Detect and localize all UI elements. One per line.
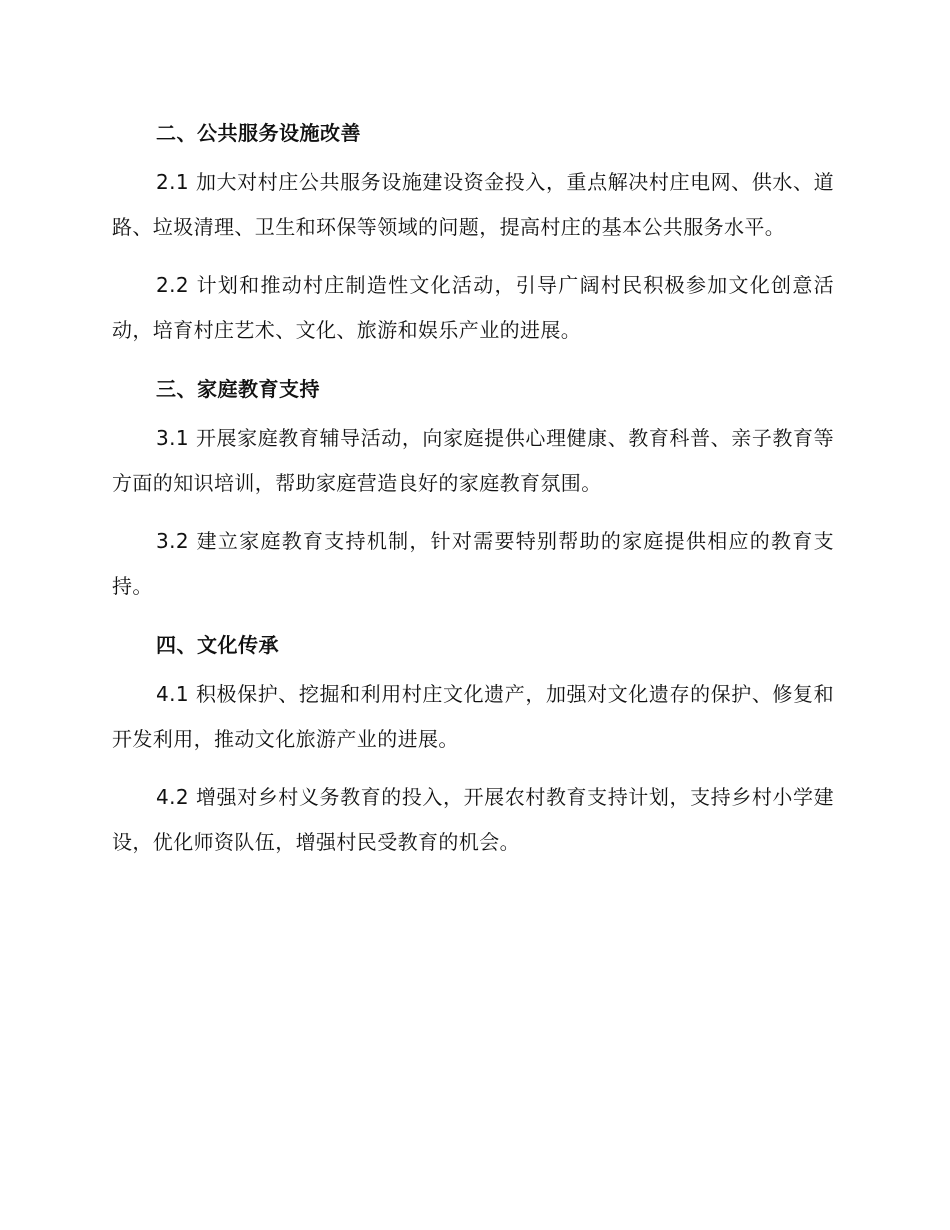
paragraph-3-2: 3.2 建立家庭教育支持机制，针对需要特别帮助的家庭提供相应的教育支持。	[112, 529, 834, 598]
section-public-services	[112, 110, 834, 353]
paragraph-3-1: 3.1 开展家庭教育辅导活动，向家庭提供心理健康、教育科普、亲子教育等方面的知识培训，帮助家庭营造良好的家庭教育氛围。	[112, 426, 834, 495]
paragraph-2-1: 2.1 加大对村庄公共服务设施建设资金投入，重点解决村庄电网、供水、道路、垃圾清理、卫生和环保等领域的问题，提高村庄的基本公共服务水平。	[112, 170, 834, 239]
section-cultural-heritage	[112, 622, 834, 865]
document-body	[112, 110, 834, 878]
paragraph-2-2: 2.2 计划和推动村庄制造性文化活动，引导广阔村民积极参加文化创意活动，培育村庄艺术、文化、旅游和娱乐产业的进展。	[112, 273, 834, 342]
paragraph-4-1: 4.1 积极保护、挖掘和利用村庄文化遗产，加强对文化遗存的保护、修复和开发利用，推动文化旅游产业的进展。	[112, 682, 834, 751]
section-heading: 三、家庭教育支持	[156, 377, 320, 401]
section-family-education	[112, 366, 834, 609]
section-heading: 二、公共服务设施改善	[156, 121, 361, 145]
section-heading: 四、文化传承	[156, 633, 279, 657]
paragraph-4-2: 4.2 增强对乡村义务教育的投入，开展农村教育支持计划，支持乡村小学建设，优化师资队伍，增强村民受教育的机会。	[112, 785, 834, 854]
